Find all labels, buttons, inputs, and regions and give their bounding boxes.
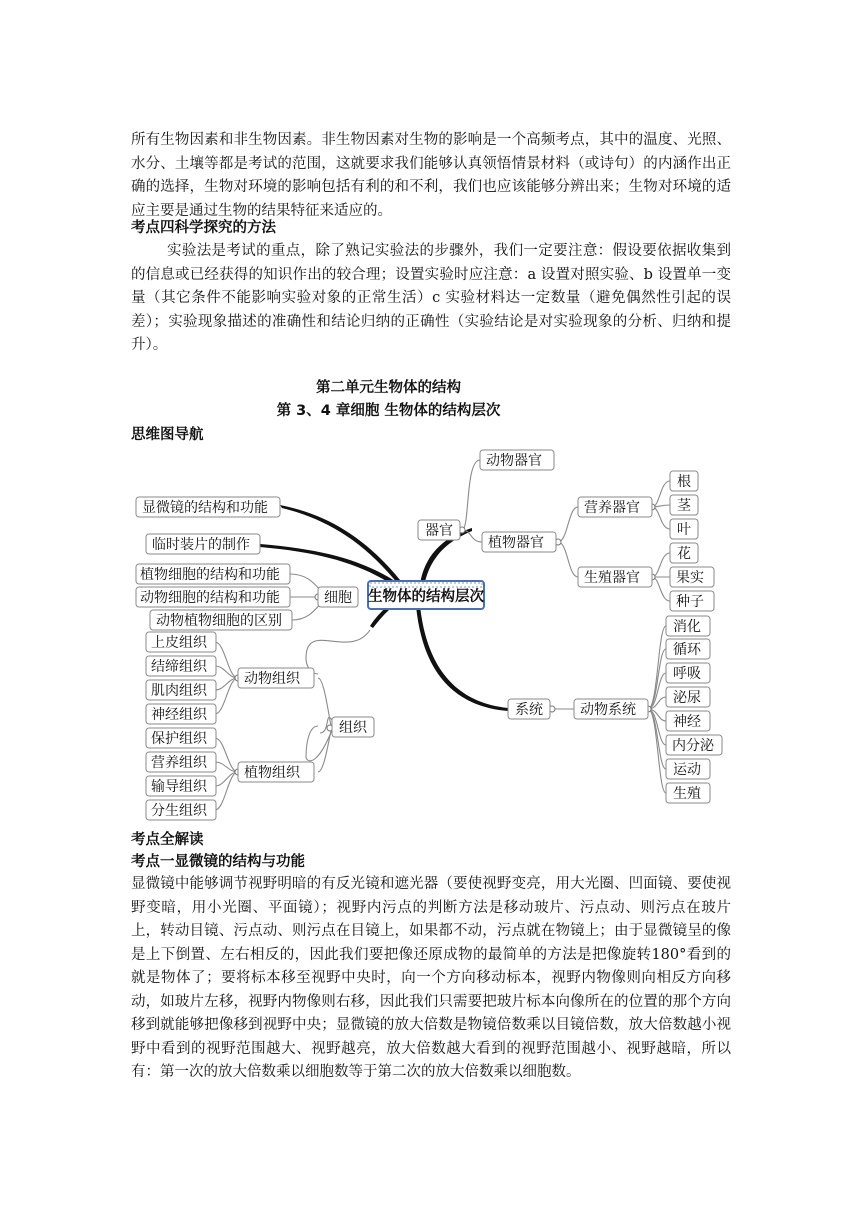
mindmap-heading: 思维图导航 [131, 427, 204, 443]
node-endocrine [666, 735, 722, 755]
svg-text:循环: 循环 [673, 642, 701, 658]
svg-text:泌尿: 泌尿 [673, 690, 701, 706]
mind-map-diagram [120, 440, 740, 830]
node-reproduction [666, 783, 710, 803]
svg-text:茎: 茎 [677, 498, 691, 514]
svg-text:分生组织: 分生组织 [151, 803, 207, 819]
node-flower [670, 543, 698, 563]
svg-text:植物组织: 植物组织 [244, 765, 300, 781]
node-nerve-tissue [146, 704, 216, 724]
paragraph-microscope: 显微镜中能够调节视野明暗的有反光镜和遮光器（要使视野变亮，用大光圈、凹面镜、要使视野变暗，用小光圈、平面镜）；视野内污点的判断方法是移动玻片、污点动、则污点在玻片上，转动目镜、污点动、则污点在目镜上，如果都不动，污点就在物镜上；由于显微镜呈的像是上下倒置、左右相反的，因此我们要把像还原成物的最简单的方法是把像旋转180°看到的就是物体了；要将标本移至视野中央时，向一个方向移动标本，视野内物像则向相反方向移动，如玻片左移，视野内物像则右移，因此我们只需要把玻片标本向像所在的位置的那个方向移到就能够把像移到视野中央；显微镜的放大倍数是物镜倍数乘以目镜倍数，放大倍数越小视野中看到的视野范围越大、视野越亮，放大倍数越大看到的视野范围越小、视野越暗，所以有：第一次的放大倍数乘以细胞数等于第二次的放大倍数乘以细胞数。 [131, 876, 731, 1080]
chapter-title: 第 3、4 章细胞 生物体的结构层次 [276, 403, 501, 419]
node-fruit [670, 567, 714, 587]
svg-text:内分泌: 内分泌 [672, 738, 714, 754]
node-vegetative-organ [578, 497, 652, 517]
node-plant-organ [482, 532, 556, 552]
svg-text:保护组织: 保护组织 [151, 731, 207, 747]
svg-text:动物组织: 动物组织 [244, 671, 300, 687]
paragraph-environment: 所有生物因素和非生物因素。非生物因素对生物的影响是一个高频考点，其中的温度、光照、水分、土壤等都是考试的范围，这就要求我们能够认真领悟情景材料（或诗句）的内涵作出正确的选择，生物对环境的影响包括有利的和不利，我们也应该能够分辨出来；生物对环境的适应主要是通过生物的结果特征来适应的。 [131, 132, 731, 219]
node-cell [318, 587, 358, 607]
svg-text:细胞: 细胞 [324, 590, 352, 606]
svg-text:动物器官: 动物器官 [486, 453, 542, 469]
svg-text:运动: 运动 [673, 762, 701, 778]
node-protective-tissue [146, 728, 216, 748]
node-microscope [136, 497, 280, 517]
node-animal-system [574, 699, 648, 719]
interpret-heading: 考点全解读 [131, 832, 204, 848]
node-plant-tissue [238, 762, 314, 782]
node-cell-difference [150, 610, 292, 630]
node-root [670, 471, 698, 491]
mind-map-center-node [368, 581, 484, 609]
node-digestion [666, 616, 710, 636]
node-locomotion [666, 759, 710, 779]
svg-text:输导组织: 输导组织 [151, 779, 207, 795]
node-nutritive-tissue [146, 752, 216, 772]
svg-text:临时装片的制作: 临时装片的制作 [152, 537, 250, 553]
svg-text:消化: 消化 [673, 619, 701, 635]
node-animal-cell [136, 587, 290, 607]
svg-text:植物细胞的结构和功能: 植物细胞的结构和功能 [140, 567, 280, 583]
svg-text:叶: 叶 [677, 522, 691, 538]
svg-text:组织: 组织 [339, 720, 367, 736]
svg-text:系统: 系统 [515, 702, 543, 718]
node-stem [670, 495, 698, 515]
node-system [508, 699, 550, 719]
heading-point-one: 考点一显微镜的结构与功能 [131, 854, 305, 870]
node-temporary-slide [146, 534, 260, 554]
svg-text:呼吸: 呼吸 [673, 666, 701, 682]
svg-text:生殖器官: 生殖器官 [584, 570, 640, 586]
svg-text:生物体的结构层次: 生物体的结构层次 [368, 589, 484, 605]
node-reproductive-organ [578, 567, 652, 587]
node-seed [670, 591, 714, 611]
svg-text:动物细胞的结构和功能: 动物细胞的结构和功能 [140, 590, 280, 606]
svg-text:种子: 种子 [676, 594, 704, 610]
svg-text:花: 花 [677, 546, 691, 562]
svg-text:器官: 器官 [425, 523, 453, 539]
svg-text:肌肉组织: 肌肉组织 [151, 683, 207, 699]
node-conductive-tissue [146, 776, 216, 796]
node-leaf [670, 519, 698, 539]
svg-text:动物系统: 动物系统 [580, 702, 636, 718]
svg-text:神经: 神经 [673, 714, 701, 730]
unit-title: 第二单元生物体的结构 [316, 380, 461, 396]
svg-text:生殖: 生殖 [673, 786, 701, 802]
node-animal-organ [480, 450, 554, 470]
svg-text:显微镜的结构和功能: 显微镜的结构和功能 [142, 500, 268, 516]
paragraph-scientific-method: 实验法是考试的重点，除了熟记实验法的步骤外，我们一定要注意：假设要依据收集到的信息或已经获得的知识作出的较合理；设置实验时应注意：a 设置对照实验、b 设置单一变量（其它条件不能影响实验对象的正常生活）c 实验材料达一定数量（避免偶然性引起的误差）；实验现象描述的准确性和结论归纳的正确性（实验结论是对实验现象的分析、归纳和提升）。 [131, 243, 731, 353]
node-connective-tissue [146, 656, 216, 676]
node-urinary [666, 687, 710, 707]
node-respiration [666, 663, 710, 683]
svg-text:动物植物细胞的区别: 动物植物细胞的区别 [156, 613, 282, 629]
svg-text:植物器官: 植物器官 [488, 535, 544, 551]
node-tissue [332, 717, 374, 737]
node-organ [418, 520, 460, 540]
svg-text:果实: 果实 [676, 570, 704, 586]
svg-text:结缔组织: 结缔组织 [151, 659, 207, 675]
svg-text:神经组织: 神经组织 [151, 707, 207, 723]
node-muscle-tissue [146, 680, 216, 700]
svg-text:上皮组织: 上皮组织 [151, 635, 207, 651]
node-nervous [666, 711, 710, 731]
node-epithelial-tissue [146, 632, 216, 652]
node-meristem-tissue [146, 800, 216, 820]
node-animal-tissue [238, 668, 314, 688]
heading-point-four: 考点四科学探究的方法 [131, 220, 276, 236]
svg-text:营养器官: 营养器官 [584, 500, 640, 516]
node-circulation [666, 639, 710, 659]
svg-text:营养组织: 营养组织 [151, 755, 207, 771]
node-plant-cell [136, 564, 290, 584]
svg-text:根: 根 [677, 474, 691, 490]
